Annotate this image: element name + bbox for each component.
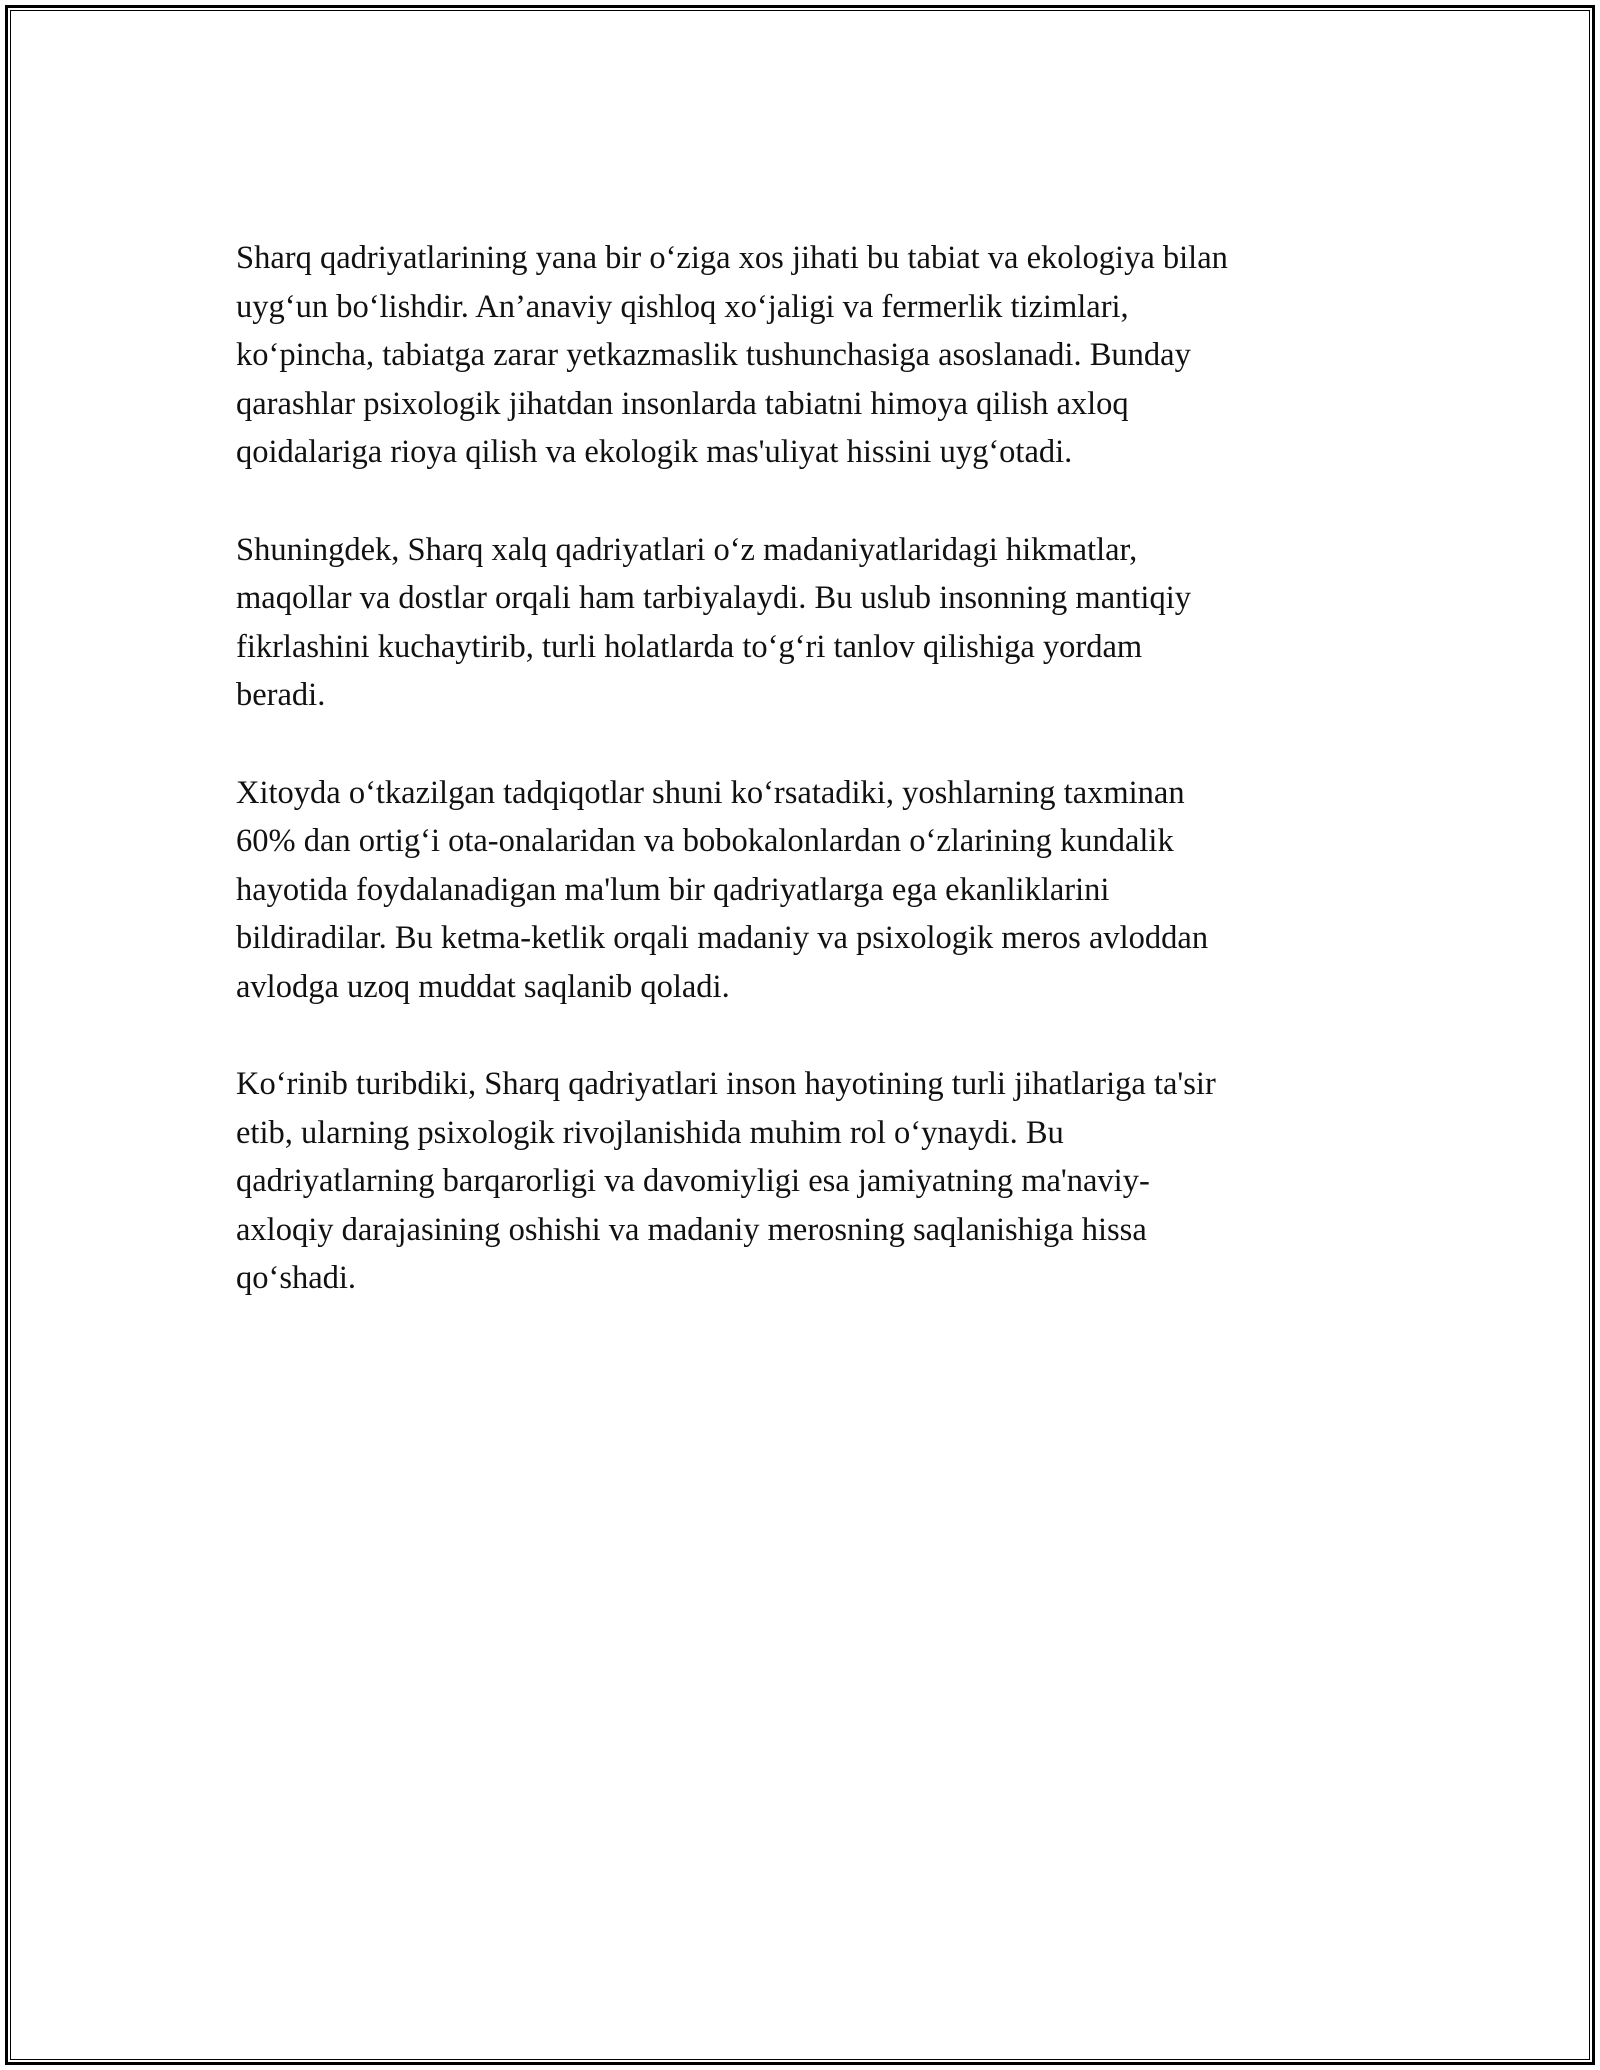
paragraph-china-study: Xitoyda o‘tkazilgan tadqiqotlar shuni ko‘rsatadiki, yoshlarning taxminan 60% dan ortig‘i ota-onalaridan va bobokalonlardan o‘zlarining kundalik hayotida foydalanadigan ma'lum bir qadriyatlarga ega ekanliklarini bildiradilar. Bu ketma-ketlik orqali madaniy va psixologik meros avloddan avlodga uzoq muddat saqlanib qoladi. bbox=[236, 774, 1209, 1005]
paragraph-ecology: Sharq qadriyatlarining yana bir o‘ziga xos jihati bu tabiat va ekologiya bilan uyg‘un bo‘lishdir. An’anaviy qishloq xo‘jaligi va fermerlik tizimlari, ko‘pincha, tabiatga zarar yetkazmaslik tushunchasiga asoslanadi. Bunday qarashlar psixologik jihatdan insonlarda tabiatni himoya qilish axloq qoidalariga rioya qilish va ekologik mas'uliyat hissini uyg‘otadi. bbox=[236, 240, 1228, 470]
paragraph-wisdom: Shuningdek, Sharq xalq qadriyatlari o‘z madaniyatlaridagi hikmatlar, maqollar va dostlar orqali ham tarbiyalaydi. Bu uslub insonning mantiqiy fikrlashini kuchaytirib, turli holatlarda to‘g‘ri tanlov qilishiga yordam beradi. bbox=[236, 531, 1191, 713]
paragraph-conclusion: Ko‘rinib turibdiki, Sharq qadriyatlari inson hayotining turli jihatlariga ta'sir etib, ularning psixologik rivojlanishida muhim rol o‘ynaydi. Bu qadriyatlarning barqarorligi va davomiyligi esa jamiyatning ma'naviy- axloqiy darajasining oshishi va madaniy merosning saqlanishiga hissa qo‘shadi. bbox=[236, 1066, 1216, 1296]
document-body bbox=[236, 234, 1376, 1352]
